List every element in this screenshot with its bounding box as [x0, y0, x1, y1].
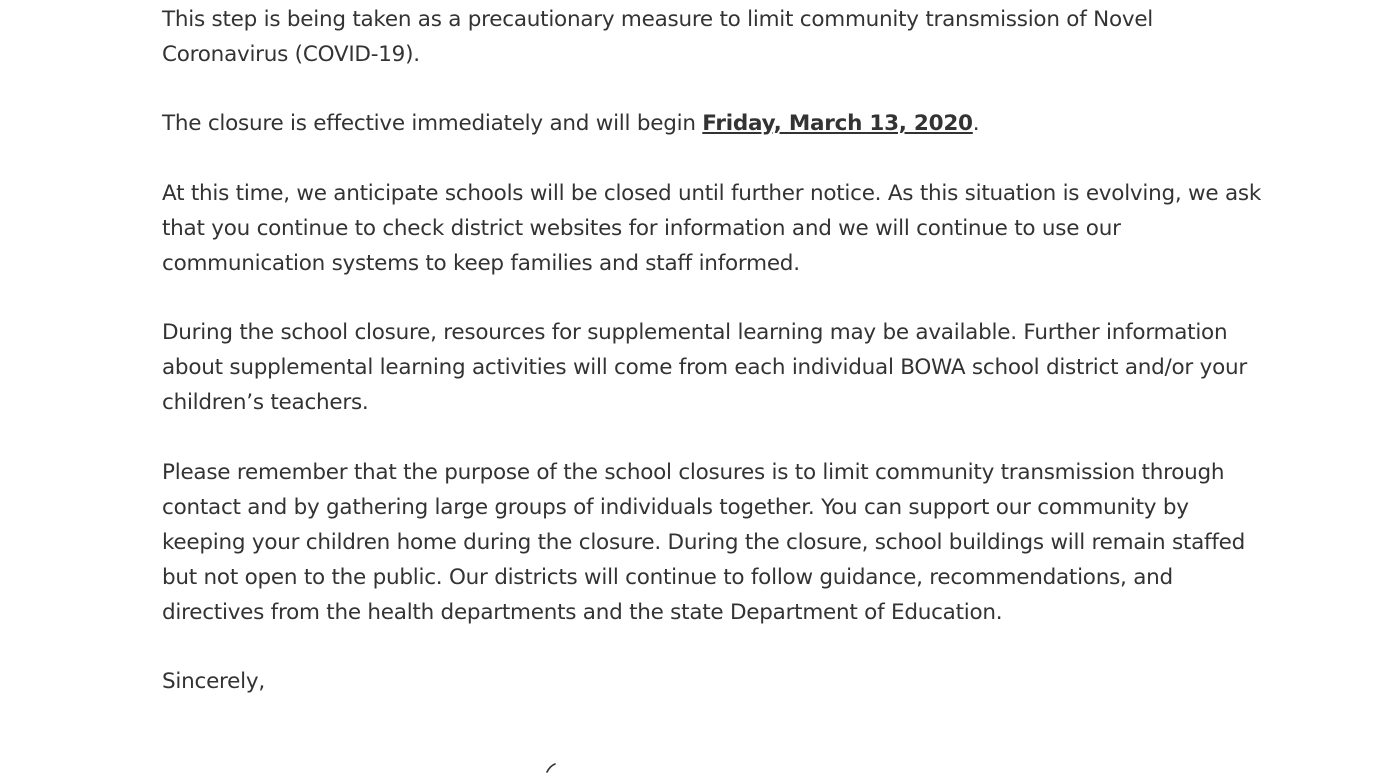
text-line: but not open to the public. Our districts will continue to follow guidance, recommendations, and	[162, 564, 1173, 590]
text-line: This step is being taken as a precautionary measure to limit community transmission of Novel	[162, 6, 1154, 32]
text-line: keeping your children home during the closure. During the closure, school buildings will remain staffed	[162, 529, 1246, 555]
paragraph-further-notice	[162, 176, 1262, 281]
text-line: communication systems to keep families and staff informed.	[162, 250, 800, 276]
paragraph-supplemental-learning	[162, 315, 1247, 420]
text-line: children’s teachers.	[162, 390, 369, 415]
closure-date: Friday, March 13, 2020	[702, 111, 973, 136]
letter-body	[162, 0, 1262, 699]
text-line: contact and by gathering large groups of individuals together. You can support our community by	[162, 494, 1189, 520]
text-line: Coronavirus (COVID-19).	[162, 41, 420, 67]
closure-period: .	[972, 111, 980, 136]
text-line: directives from the health departments and the state Department of Education.	[162, 599, 1003, 625]
paragraph-precaution	[162, 2, 1222, 72]
text-line: that you continue to check district websites for information and we will continue to use our	[162, 215, 1121, 241]
paragraph-purpose	[162, 455, 1246, 630]
text-line: At this time, we anticipate schools will be closed until further notice. As this situation is evolving, we ask	[162, 180, 1262, 206]
signature-stroke	[544, 762, 558, 776]
text-line: about supplemental learning activities will come from each individual BOWA school district and/or your	[162, 355, 1247, 380]
text-line: During the school closure, resources for supplemental learning may be available. Further information	[162, 320, 1228, 345]
closing: Sincerely,	[162, 669, 265, 694]
closure-text: The closure is effective immediately and will begin	[162, 111, 703, 136]
text-line	[162, 106, 1222, 141]
text-line: Please remember that the purpose of the school closures is to limit community transmission through	[162, 459, 1225, 485]
paragraph-closure-date	[162, 106, 1222, 141]
